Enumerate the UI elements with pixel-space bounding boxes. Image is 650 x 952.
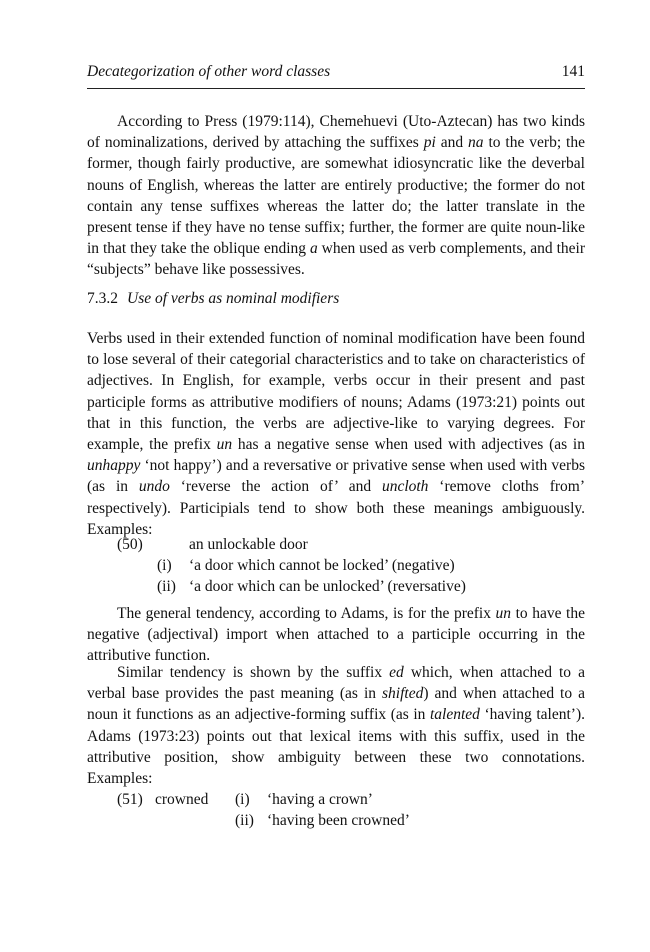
example-word: crowned xyxy=(155,791,209,808)
suffix-pi: pi xyxy=(423,134,436,152)
reading-gloss: ‘having a crown’ xyxy=(267,791,373,808)
paragraph-suffix-ed: Similar tendency is shown by the suffix ed which, when attached to a verbal base provides the past meaning (as in shifted) and when attached to a noun it functions as an adjective-forming suffix (as in talented ‘having talent’). Adams (1973:23) points out that lexical items with this suffix, used in the attributive position, show ambiguity between these two connotations. Examples: xyxy=(87,664,585,788)
example-number: (50) xyxy=(117,536,143,553)
reading-label: (i) xyxy=(157,557,172,574)
reading-gloss: ‘a door which can be unlocked’ (reversative) xyxy=(189,578,466,595)
paragraph-nominal-modifiers: Verbs used in their extended function of nominal modification have been found to lose several of their categorial characteristics and to take on characteristics of adjectives. In English, for example, verbs occur in their present and past participle forms as attributive modifiers of nouns; Adams (1973:21) points out that in this function, the verbs are adjective-like to varying degrees. For example, the prefix un has a negative sense when used with adjectives (as in unhappy ‘not happy’) and a reversative or privative sense when used with verbs (as in undo ‘reverse the action of’ and uncloth ‘remove cloths from’ respectively). Participials tend to show both these meanings ambiguously. Examples: xyxy=(87,330,585,538)
paragraph-general-tendency: The general tendency, according to Adams, is for the prefix un to have the negative (adjectival) import when attached to a participle occurring in the attributive function. xyxy=(87,605,585,665)
reading-label: (ii) xyxy=(235,812,254,829)
reading-label: (ii) xyxy=(157,578,176,595)
suffix-na: na xyxy=(468,134,484,152)
section-number: 7.3.2 xyxy=(87,290,118,307)
example-number: (51) xyxy=(117,791,143,808)
running-title: Decategorization of other word classes xyxy=(87,63,331,80)
reading-label: (i) xyxy=(235,791,250,808)
running-header xyxy=(87,62,585,89)
reading-gloss: ‘having been crowned’ xyxy=(267,812,410,829)
oblique-ending-a: a xyxy=(309,240,318,258)
page-number: 141 xyxy=(561,63,585,80)
section-title: Use of verbs as nominal modifiers xyxy=(127,290,340,307)
paragraph-chemehuevi: According to Press (1979:114), Chemehuevi (Uto-Aztecan) has two kinds of nominalizations, derived by attaching the suffixes pi and na to the verb; the former, though fairly productive, are somewhat idiosyncratic like the deverbal nouns of English, whereas the latter are entirely productive; the former do not contain any tense suffixes whereas the latter do; the latter translate in the present tense if they have no tense suffix; further, the former are quite noun-like in that they take the oblique ending a when used as verb complements, and their “subjects” behave like possessives. xyxy=(87,113,586,279)
section-heading xyxy=(87,290,339,308)
example-phrase: an unlockable door xyxy=(189,536,308,553)
reading-gloss: ‘a door which cannot be locked’ (negative) xyxy=(189,557,455,574)
